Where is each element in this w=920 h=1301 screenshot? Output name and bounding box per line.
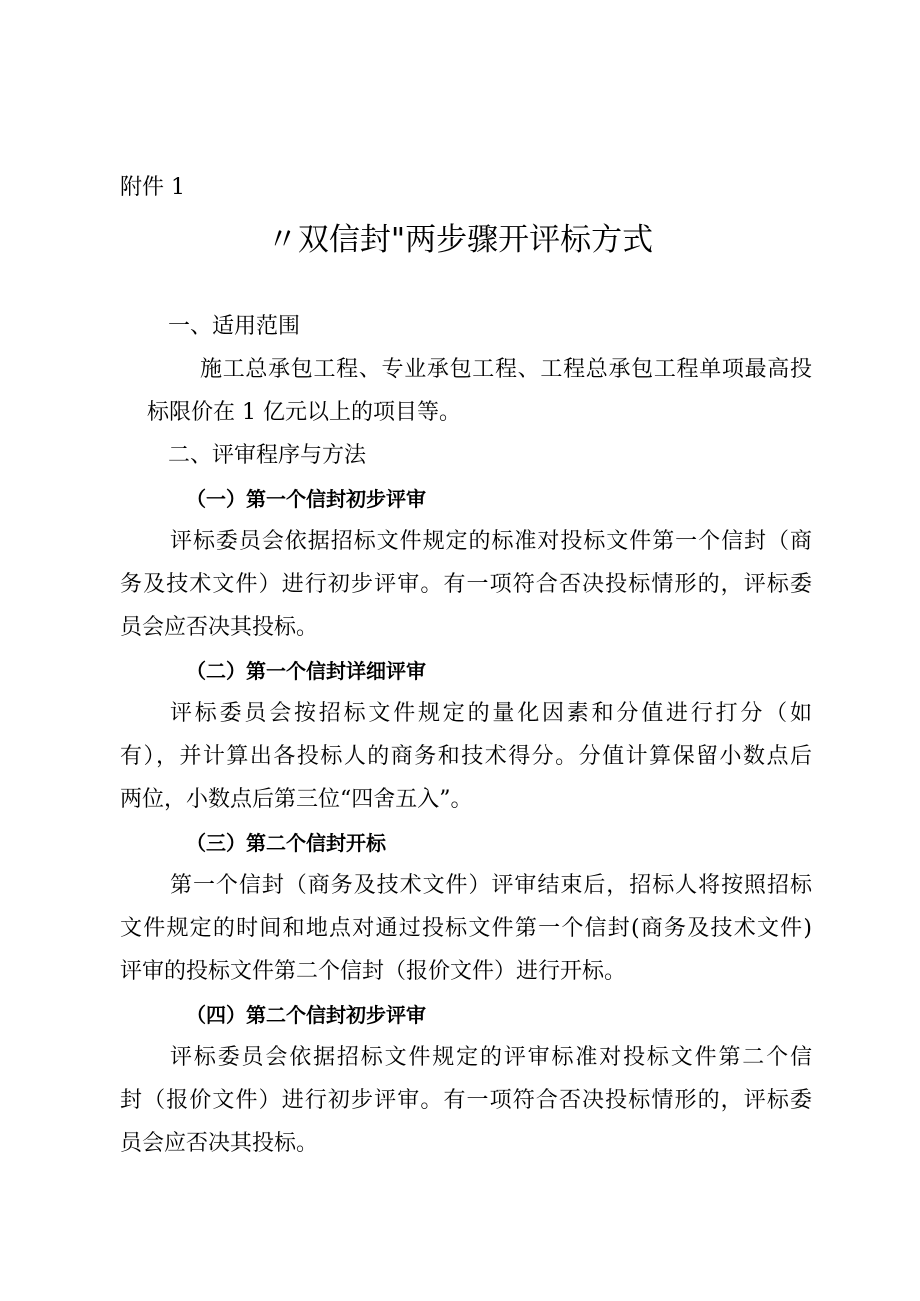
section-1-paragraph-line-2: 标限价在 1 亿元以上的项目等。 [147,400,461,425]
subsection-2-line-3: 两位，小数点后第三位“四舍五入”。 [120,787,473,812]
subsection-2-heading: （二）第一个信封详细评审 [186,659,426,683]
subsection-1-heading: （一）第一个信封初步评审 [186,487,426,511]
section-1-heading: 一、适用范围 [168,314,301,339]
subsection-1-line-1: 评标委员会依据招标文件规定的标准对投标文件第一个信封（商 [170,529,812,554]
subsection-3-heading: （三）第二个信封开标 [186,831,386,855]
section-2-heading: 二、评审程序与方法 [168,443,367,468]
subsection-2-line-2: 有），并计算出各投标人的商务和技术得分。分值计算保留小数点后 [120,744,812,769]
subsection-1-line-2: 务及技术文件）进行初步评审。有一项符合否决投标情形的，评标委 [120,572,812,597]
subsection-4-heading: （四）第二个信封初步评审 [186,1003,426,1027]
subsection-4-line-1: 评标委员会依据招标文件规定的评审标准对投标文件第二个信 [170,1045,812,1070]
subsection-1-line-3: 员会应否决其投标。 [120,615,319,640]
page-title: 〃双信封"两步骤开评标方式 [266,222,654,258]
subsection-3-line-1: 第一个信封（商务及技术文件）评审结束后，招标人将按照招标 [170,873,812,898]
subsection-2-line-1: 评标委员会按招标文件规定的量化因素和分值进行打分（如 [170,701,812,726]
subsection-4-line-2: 封（报价文件）进行初步评审。有一项符合否决投标情形的，评标委 [120,1088,812,1113]
subsection-3-line-3: 评审的投标文件第二个信封（报价文件）进行开标。 [120,959,627,984]
subsection-4-line-3: 员会应否决其投标。 [120,1131,319,1156]
attachment-label: 附件 1 [120,175,185,200]
subsection-3-line-2: 文件规定的时间和地点对通过投标文件第一个信封(商务及技术文件) [120,916,812,941]
section-1-paragraph-line-1: 施工总承包工程、专业承包工程、工程总承包工程单项最高投 [200,357,812,382]
